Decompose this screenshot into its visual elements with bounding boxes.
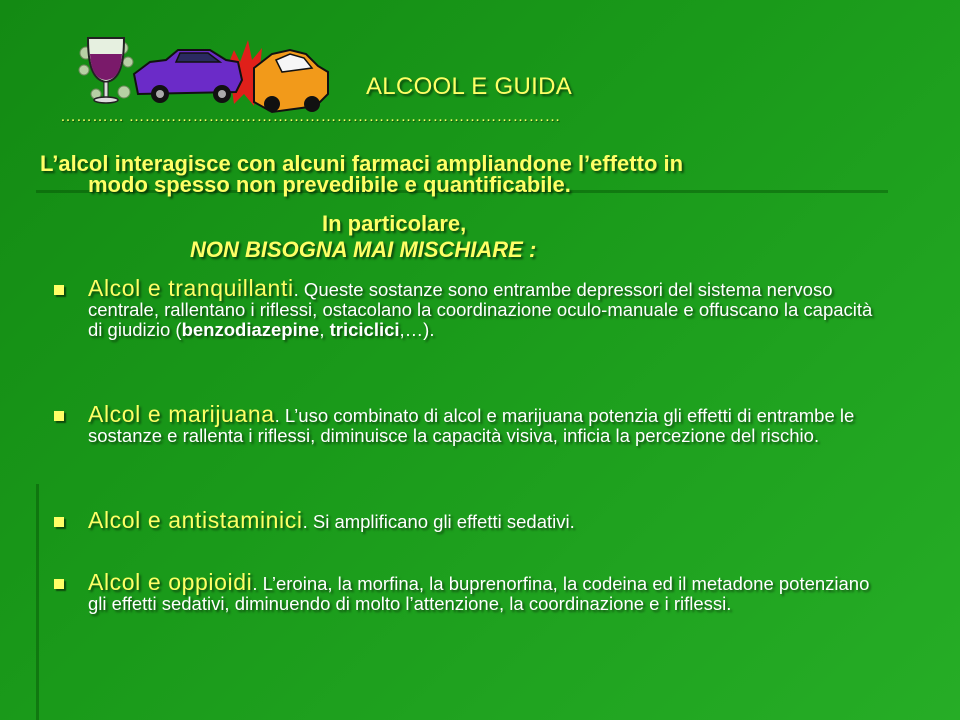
bullet-icon bbox=[54, 285, 64, 295]
list-item-body: . L’eroina, la morfina, la buprenorfina, la codeina ed il metadone potenziano gli effetti sedativi, diminuendo di molto l’attenzione, la coordinazione e i riflessi. bbox=[88, 573, 870, 614]
logo bbox=[76, 20, 331, 120]
title-separator: ………… ……………………………………………………………………… bbox=[60, 108, 561, 125]
list-item-text bbox=[88, 401, 884, 446]
bullet-icon bbox=[54, 517, 64, 527]
list-item-text bbox=[88, 275, 884, 340]
list-item-body: . L’uso combinato di alcol e marijuana potenzia gli effetti di entrambe le sostanze e rallenta i riflessi, diminuisce la capacità visiva, inficia la percezione del rischio. bbox=[88, 405, 855, 446]
list-item-lead: Alcol e oppioidi bbox=[88, 569, 253, 595]
slide-title: ALCOOL E GUIDA bbox=[366, 73, 573, 100]
bullet-icon bbox=[54, 411, 64, 421]
list-item-lead: Alcol e tranquillanti bbox=[88, 275, 294, 301]
list-item-tail: ,…). bbox=[399, 319, 435, 340]
list-item-separator: , bbox=[319, 319, 330, 340]
crashed-cars-icon bbox=[134, 40, 328, 112]
list-item-body: . Si amplificano gli effetti sedativi. bbox=[302, 511, 575, 532]
warning-heading: NON BISOGNA MAI MISCHIARE : bbox=[190, 237, 537, 262]
list-item-body: . Queste sostanze sono entrambe depressori del sistema nervoso centrale, rallentano i riflessi, ostacolano la coordinazione oculo-manuale e offuscano la capacità di giudizio ( bbox=[88, 279, 873, 340]
list-item-emphasis: benzodiazepine bbox=[181, 319, 320, 340]
list-item-text bbox=[88, 569, 884, 614]
list-item-lead: Alcol e marijuana bbox=[88, 401, 275, 427]
list-item bbox=[54, 507, 884, 533]
wine-glass-icon bbox=[79, 38, 133, 103]
list-item-lead: Alcol e antistaminici bbox=[88, 507, 303, 533]
decorative-line bbox=[36, 484, 39, 720]
intro-paragraph bbox=[40, 153, 900, 195]
bullet-icon bbox=[54, 579, 64, 589]
intro-line: L’alcol interagisce con alcuni farmaci ampliandone l’effetto in bbox=[40, 151, 684, 176]
list-item bbox=[54, 275, 884, 340]
subheading: In particolare, bbox=[322, 211, 467, 236]
list-item bbox=[54, 569, 884, 614]
list-item bbox=[54, 401, 884, 446]
list-item-emphasis: triciclici bbox=[329, 319, 400, 340]
intro-line: modo spesso non prevedibile e quantificabile. bbox=[88, 172, 571, 197]
list-item-text bbox=[88, 507, 884, 533]
